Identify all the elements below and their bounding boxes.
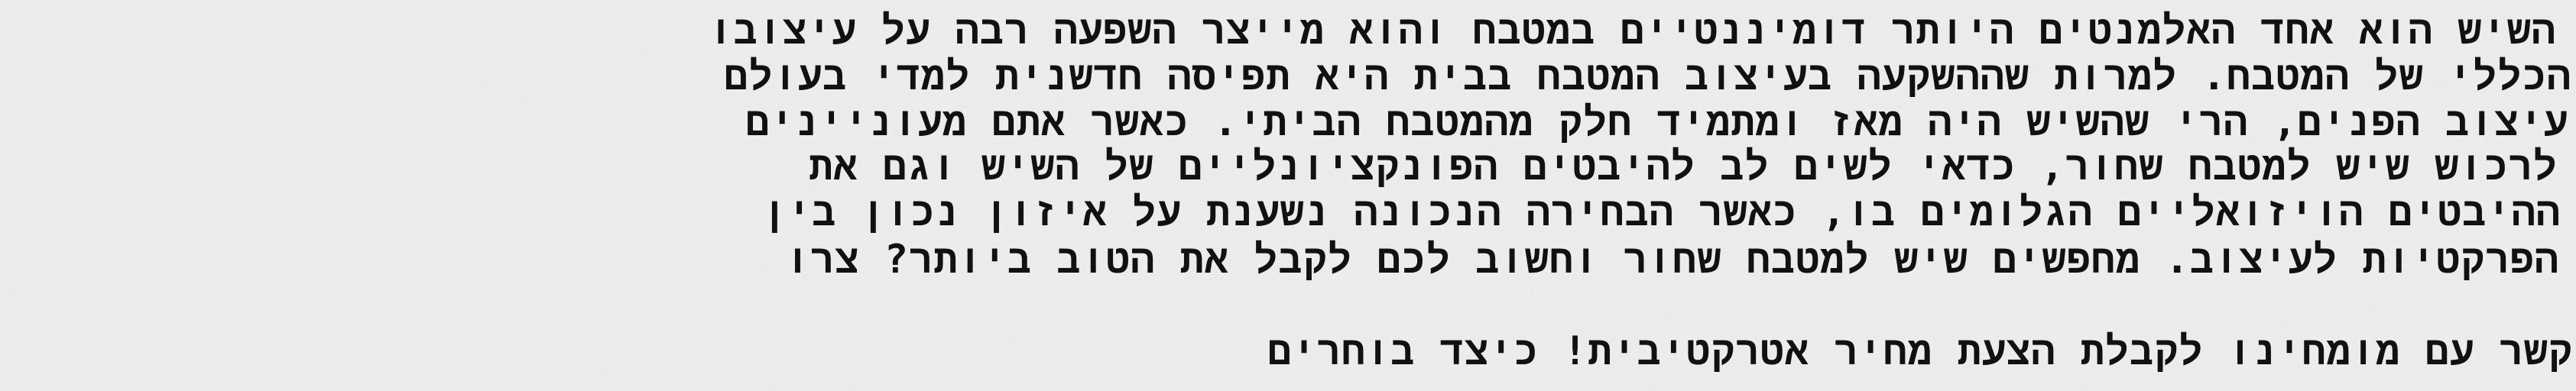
paragraph-line-5: ההיבטים הויזואליים הגלומים בו, כאשר הבחירה הנכונה נשענת על איזון נכון בין [762,189,2561,235]
paragraph-line-6: הפרקטיות לעיצוב. מחפשים שיש למטבח שחור וחשוב לכם לקבל את הטוב ביותר? צרו [785,237,2559,283]
paragraph-line-4: לרכוש שיש למטבח שחור, כדאי לשים לב להיבטים הפונקציונליים של השיש וגם את [809,144,2558,189]
paragraph-line-3: עיצוב הפנים, הרי שהשיש היה מאז ומתמיד חלק מהמטבח הביתי. כאשר אתם מעוניינים [745,99,2568,145]
paragraph-line-7: קשר עם מומחינו לקבלת הצעת מחיר אטרקטיבית! כיצד בוחרים [1267,328,2573,374]
paragraph-line-1: השיש הוא אחד האלמנטים היותר דומיננטיים במטבח והוא מייצר השפעה רבה על עיצובו [709,8,2556,53]
paragraph-line-2: הכללי של המטבח. למרות שההשקעה בעיצוב המטבח בבית היא תפיסה חדשנית למדי בעולם [724,53,2571,99]
